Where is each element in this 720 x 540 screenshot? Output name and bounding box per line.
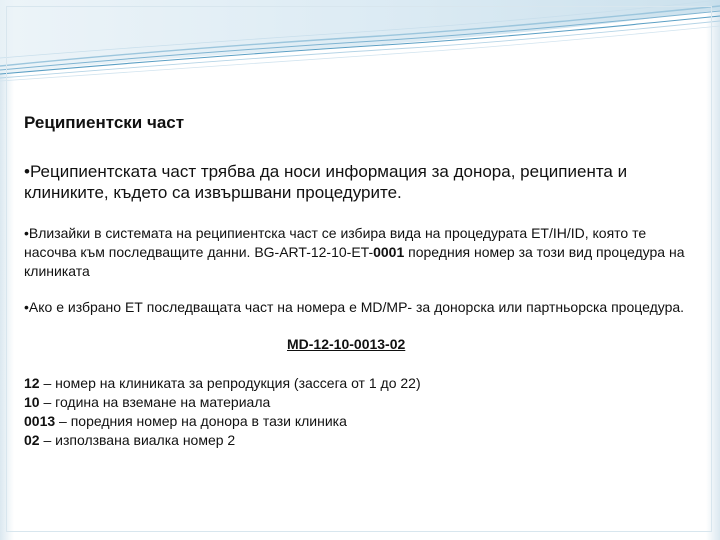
procedure-paragraph xyxy=(24,224,694,281)
legend-text: – използвана виалка номер 2 xyxy=(39,432,236,448)
procedure-text-start: •Влизайки в системата на реципиентска част се избира вида на процедурата ЕТ/IH/ID, която те насочва към последващите данни. BG-ART-12-10-ET- xyxy=(24,225,647,260)
legend-row-vial xyxy=(24,431,421,450)
code-legend xyxy=(24,374,421,450)
legend-number: 12 xyxy=(24,375,40,391)
procedure-text-end: поредния номер за този вид процедура на клиниката xyxy=(24,244,685,279)
legend-number: 0013 xyxy=(24,413,56,429)
legend-text: – номер на клиниката за репродукция (зассега от 1 до 22) xyxy=(39,375,421,391)
legend-number: 02 xyxy=(24,432,40,448)
example-code: MD-12-10-0013-02 xyxy=(287,336,406,352)
legend-text: – година на вземане на материала xyxy=(39,394,271,410)
legend-row-donor xyxy=(24,412,421,431)
legend-row-clinic xyxy=(24,374,421,393)
slide-title: Реципиентски част xyxy=(24,113,185,132)
procedure-number-code: 0001 xyxy=(373,244,405,260)
legend-number: 10 xyxy=(24,394,40,410)
intro-paragraph: •Реципиентската част трябва да носи информация за донора, реципиента и клиниките, където са извършвани процедурите. xyxy=(24,162,628,202)
legend-text: – поредния номер на донора в тази клиника xyxy=(55,413,347,429)
donor-paragraph: •Ако е избрано ЕТ последващата част на номера е MD/MP- за донорска или партньорска процедура. xyxy=(24,299,685,315)
legend-row-year xyxy=(24,393,421,412)
